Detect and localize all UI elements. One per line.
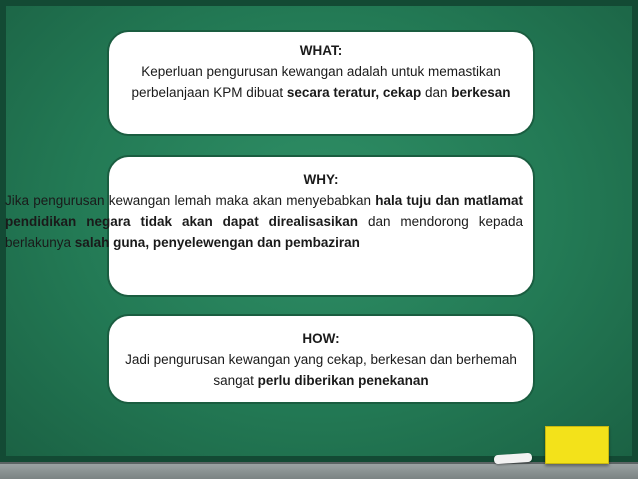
how-bold-1: perlu diberikan penekanan bbox=[257, 373, 429, 388]
how-title: HOW: bbox=[302, 331, 340, 346]
what-text-2: dan bbox=[421, 85, 452, 100]
how-text-1: Jadi pengurusan kewangan yang cekap, berkesan dan berhemah sangat bbox=[125, 352, 517, 388]
what-bold-2: berkesan bbox=[451, 85, 511, 100]
why-text-1: Jika pengurusan kewangan lemah maka akan menyebabkan bbox=[5, 193, 376, 208]
board-eraser bbox=[545, 426, 609, 464]
chalk-tray bbox=[0, 462, 638, 479]
how-card bbox=[107, 314, 535, 404]
what-bold-1: secara teratur, cekap bbox=[286, 85, 422, 100]
why-text-2: dan mendorong kepada berlakunya bbox=[5, 214, 523, 250]
what-body bbox=[123, 61, 519, 103]
why-bold-1: hala tuju dan matlamat pendidikan negara tidak akan dapat direalisasikan bbox=[5, 193, 523, 229]
how-body bbox=[123, 349, 519, 391]
why-title: WHY: bbox=[303, 172, 339, 187]
what-card bbox=[107, 30, 535, 136]
why-bold-2: salah guna, penyelewengan dan pembaziran bbox=[74, 235, 360, 250]
what-text-1: Keperluan pengurusan kewangan adalah untuk memastikan perbelanjaan KPM dibuat bbox=[131, 64, 501, 100]
why-body bbox=[5, 190, 523, 253]
what-title: WHAT: bbox=[299, 43, 343, 58]
why-card bbox=[5, 155, 535, 297]
